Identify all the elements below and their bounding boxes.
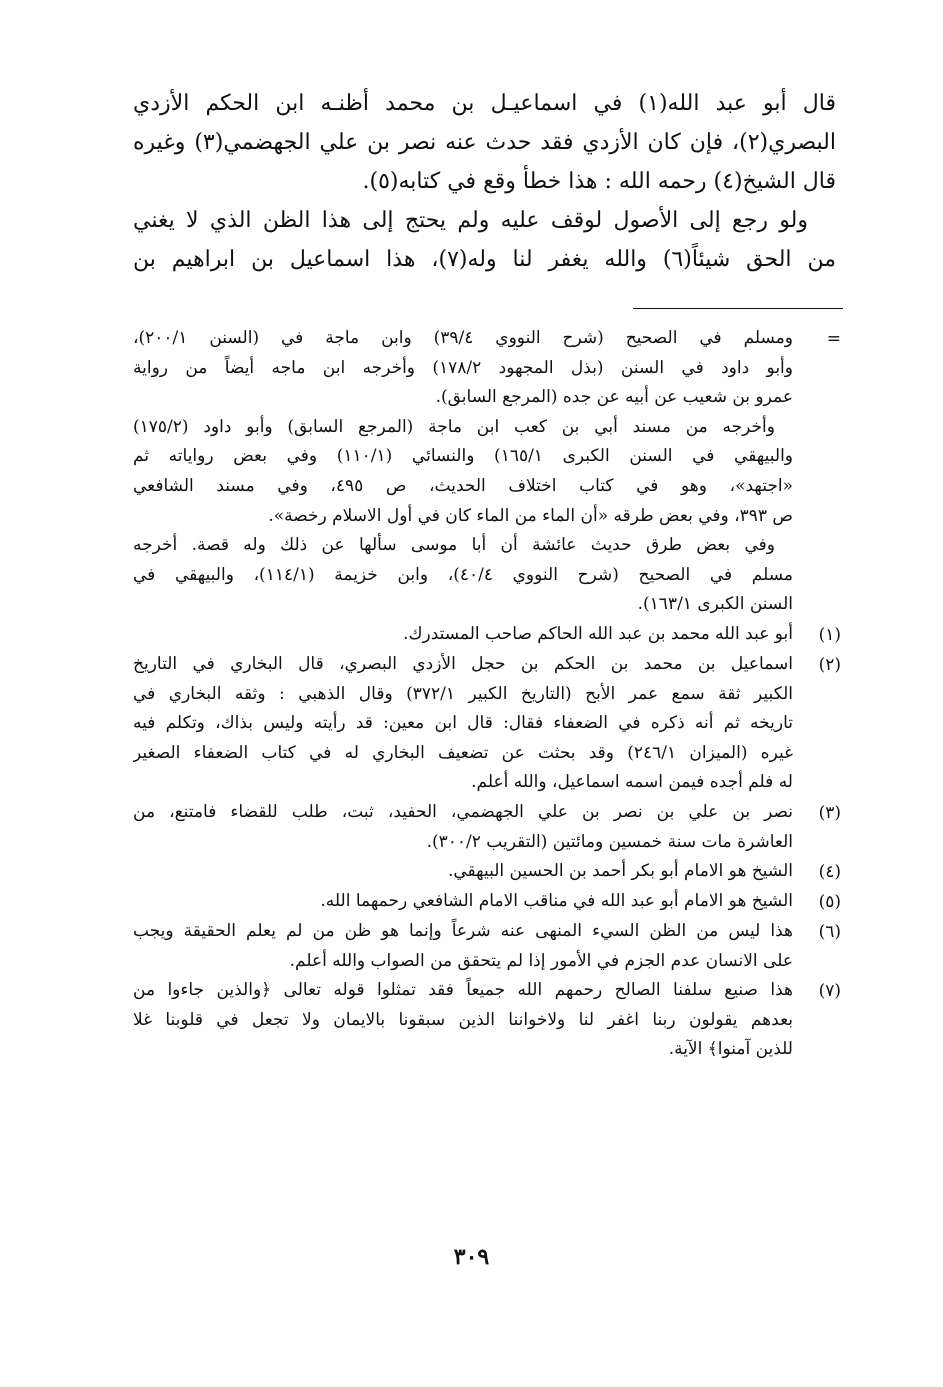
footnote-line: العاشرة مات سنة خمسين ومائتين (التقريب ٣٠٠/٢). [426,831,793,852]
footnote-body [133,976,793,1065]
footnote-separator [633,308,843,309]
main-text [133,84,836,279]
footnote-line: له فلم أجده فيمن اسمه اسماعيل، والله أعلم. [471,772,793,793]
footnote-line: الشيخ هو الامام أبو بكر أحمد بن الحسين البيهقي. [447,861,793,882]
footnote-marker: (٣) [818,802,841,823]
footnote-line: أبو عبد الله محمد بن عبد الله الحاكم صاحب المستدرك. [403,623,793,644]
footnote-4 [133,857,841,887]
footnote-line: وأخرجه من مسند أبي بن كعب ابن ماجة (المرجع السابق) وأبو داود (١٧٥/٢) [133,416,775,437]
footnote-line: على الانسان عدم الجزم في الأمور إذا لم يتحقق من الصواب والله أعلم. [289,950,793,971]
footnote-line: السنن الكبرى ١٦٣/١). [637,594,793,615]
footnote-line: عمرو بن شعيب عن أبيه عن جده (المرجع السابق). [435,387,793,408]
page-number: ٣٠٩ [453,1244,490,1270]
footnote-line: ومسلم في الصحيح (شرح النووي ٣٩/٤) وابن ماجة في (السنن ٢٠٠/١)، [133,328,793,348]
footnote-6 [133,917,841,976]
footnote-line: وأبو داود في السنن (بذل المجهود ١٧٨/٢) وأخرجه ابن ماجه أيضاً من رواية [133,357,793,378]
footnote-marker: (٧) [818,981,841,1002]
footnote-line: غيره (الميزان ٢٤٦/١) وقد بحثت عن تضعيف البخاري له في كتاب الضعفاء الصغير [133,742,793,763]
footnote-line: وفي بعض طرق حديث عائشة أن أبا موسى سألها عن ذلك وله قصة. أخرجه [133,535,775,556]
footnote-line: ص ٣٩٣، وفي بعض طرقه «أن الماء من الماء كان في أول الاسلام رخصة». [268,505,793,526]
footnotes [133,324,841,1065]
footnote-1 [133,620,841,650]
footnote-5 [133,887,841,917]
footnote-paragraph [133,531,793,620]
footnote-line: الكبير ثقة سمع عمر الأبح (التاريخ الكبير ٣٧٢/١) وقال الذهبي : وثقه البخاري في [133,683,793,704]
footnote-3 [133,798,841,857]
footnote-line: هذا صنيع سلفنا الصالح رحمهم الله جميعاً فقد تمثلوا قوله تعالى ﴿والذين جاءوا من [133,980,793,1001]
main-text-line: البصري(٢)، فإن كان الأزدي فقد حدث عنه نصر بن علي الجهضمي(٣) وغيره [133,130,836,155]
footnote-line: تاريخه ثم أنه ذكره في الضعفاء فقال: قال ابن معين: قد رأيته وليس بذاك، وتكلم فيه [133,713,793,734]
footnote-line: للذين آمنوا﴾ الآية. [668,1039,793,1060]
footnote-line: هذا ليس من الظن السيء المنهى عنه شرعاً وإنما هو ظن من لم يعلم الحقيقة ويجب [133,921,793,942]
footnote-body [133,650,793,798]
footnote-line: الشيخ هو الامام أبو عبد الله في مناقب الامام الشافعي رحمهما الله. [320,891,793,912]
footnote-body [133,798,793,857]
footnote-line: «اجتهد»، وهو في كتاب اختلاف الحديث، ص ٤٩٥، وفي مسند الشافعي [133,475,793,496]
main-text-line: ولو رجع إلى الأصول لوقف عليه ولم يحتج إلى هذا الظن الذي لا يغني [133,208,809,233]
footnote-line: مسلم في الصحيح (شرح النووي ٤٠/٤)، وابن خزيمة (١١٤/١)، والبيهقي في [133,564,793,585]
footnote-line: والبيهقي في السنن الكبرى ١٦٥/١) والنسائي (١١٠/١) وفي بعض رواياته ثم [133,446,793,467]
footnote-line: نصر بن علي بن نصر بن علي الجهضمي، الحفيد، ثبت، طلب للقضاء فامتنع، من [133,801,793,822]
footnote-body [133,887,793,917]
footnote-2 [133,650,841,798]
footnote-body [133,620,793,650]
main-text-line: من الحق شيئاً(٦) والله يغفر لنا وله(٧)، هذا اسماعيل بن ابراهيم بن [133,247,836,272]
main-text-line: قال أبو عبد الله(١) في اسماعيـل بن محمد أظنـه ابن الحكم الأزدي [133,91,836,116]
footnote-line: اسماعيل بن محمد بن الحكم بن حجل الأزدي البصري، قال البخاري في التاريخ [133,653,793,674]
footnote-marker: (٦) [818,922,841,943]
footnote-line: بعدهم يقولون ربنا اغفر لنا ولاخواننا الذين سبقونا بالايمان ولا تجعل في قلوبنا غلا [133,1009,793,1030]
footnote-body [133,857,793,887]
continuation-marker: = [826,329,841,349]
footnote-continuation [133,324,841,413]
footnote-marker: (٥) [818,892,841,913]
footnote-body [133,917,793,976]
footnote-marker: (١) [818,624,841,645]
footnote-paragraph [133,413,793,531]
footnote-marker: (٢) [818,654,841,675]
footnote-body [133,324,793,413]
footnote-7 [133,976,841,1065]
main-text-line: قال الشيخ(٤) رحمه الله : هذا خطأ وقع في كتابه(٥). [362,169,836,194]
footnote-marker: (٤) [818,862,841,883]
